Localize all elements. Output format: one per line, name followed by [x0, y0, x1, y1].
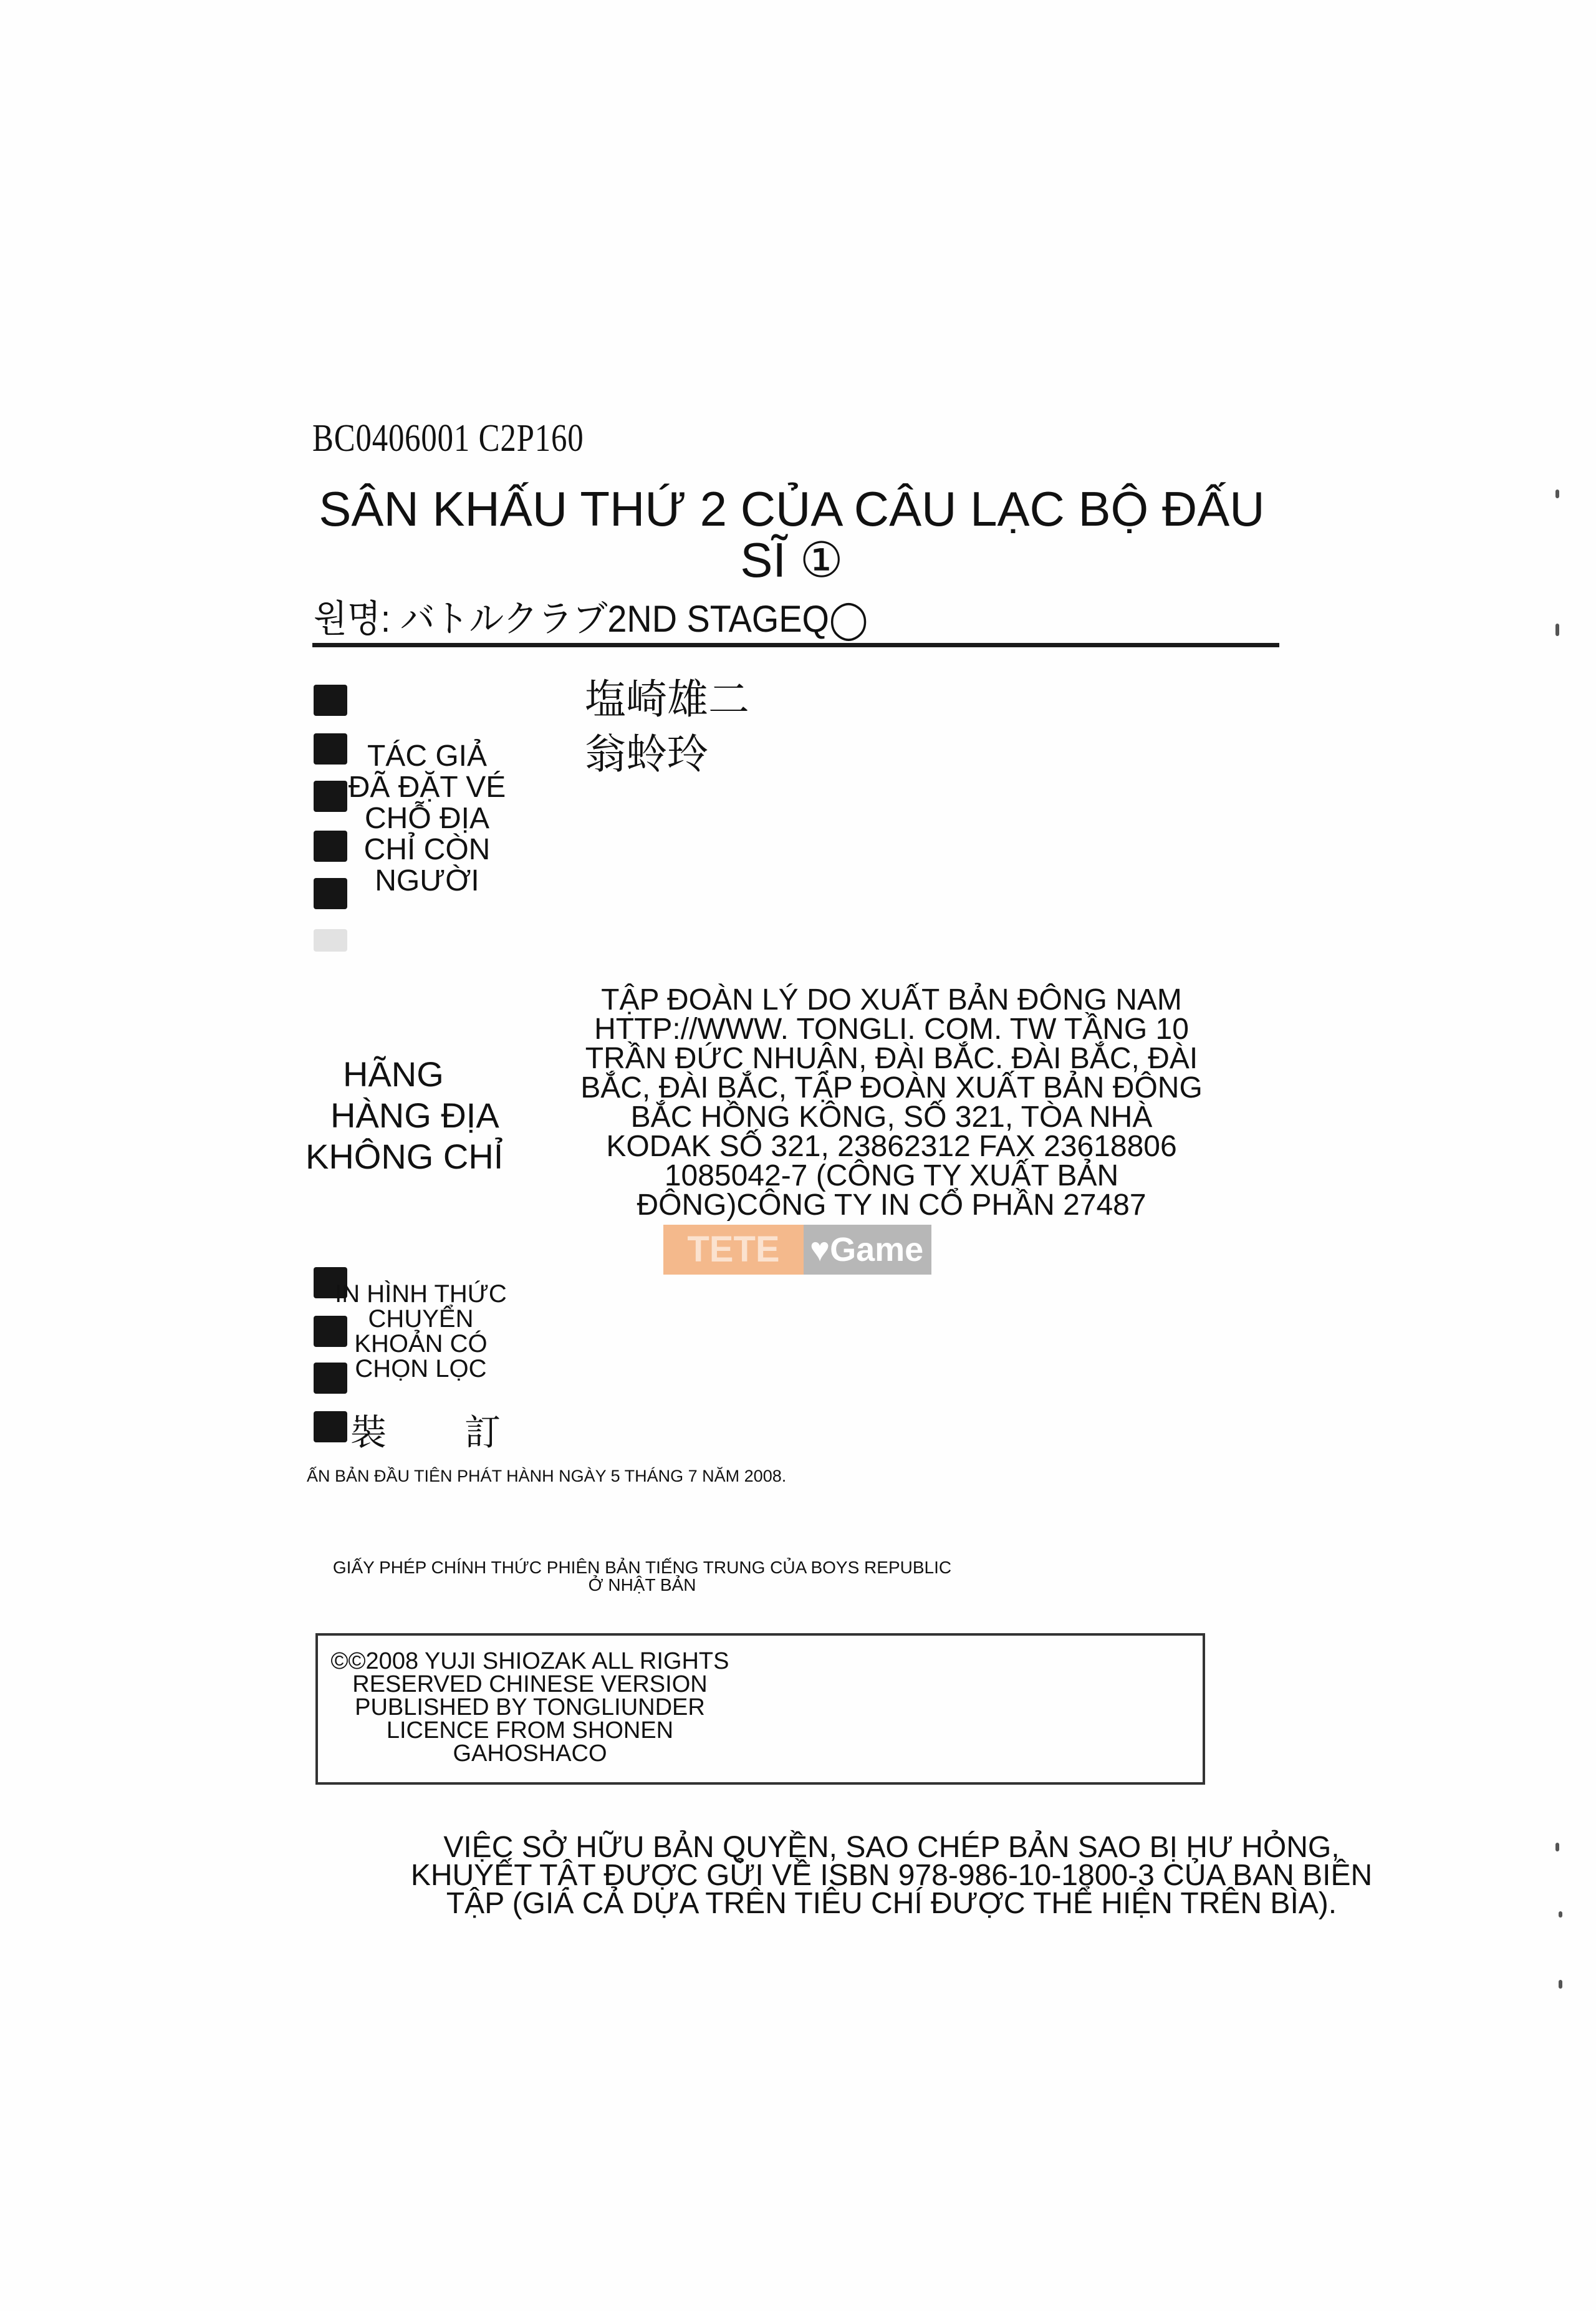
printing-line: CHUYỂN: [368, 1305, 474, 1333]
publisher-line: TẬP ĐOÀN LÝ DO XUẤT BẢN ĐÔNG NAM: [601, 983, 1182, 1016]
watermark-logo: [663, 1225, 931, 1275]
copyright-line: ©©2008 YUJI SHIOZAK ALL RIGHTS: [330, 1648, 729, 1674]
credits-label: [324, 741, 530, 897]
title-divider: [312, 643, 1279, 647]
publisher-line: BẮC, ĐÀI BẮC, TẬP ĐOÀN XUẤT BẢN ĐÔNG: [580, 1071, 1203, 1104]
distributor-stamp: [305, 1054, 542, 1177]
notice-line: TẬP (GIÁ CẢ DỰA TRÊN TIÊU CHÍ ĐƯỢC THỂ HIỆN TRÊN BÌA).: [446, 1887, 1337, 1920]
scan-speck: [1559, 1980, 1562, 1989]
notice-line: VIỆC SỞ HỮU BẢN QUYỀN, SAO CHÉP BẢN SAO BỊ HƯ HỎNG,: [443, 1831, 1340, 1864]
stamp-line: KHÔNG CHỈ: [305, 1137, 504, 1176]
copyright-line: LICENCE FROM SHONEN: [386, 1717, 674, 1744]
publisher-line: 1085042-7 (CÔNG TY XUẤT BẢN: [664, 1159, 1119, 1192]
watermark-left: TETE: [663, 1225, 804, 1275]
publisher-line: BẮC HỒNG KÔNG, SỐ 321, TÒA NHÀ: [630, 1101, 1153, 1134]
binding-label-left: 裝: [350, 1411, 387, 1454]
copyright-notice: [299, 1833, 1484, 1918]
printing-line: CHỌN LỌC: [355, 1355, 487, 1382]
binding-label-right: 訂: [464, 1411, 501, 1454]
stamp-line: HÀNG ĐỊA: [330, 1096, 499, 1135]
publisher-line: TRẦN ĐỨC NHUẬN, ĐÀI BẮC. ĐÀI BẮC, ĐÀI: [585, 1042, 1198, 1075]
stamp-line: HÃNG: [343, 1054, 444, 1094]
printing-line: KHOẢN CÓ: [354, 1330, 488, 1358]
scan-speck: [1555, 1843, 1559, 1851]
scan-speck: [1555, 490, 1559, 498]
notice-line: KHUYẾT TẬT ĐƯỢC GỬI VỀ ISBN 978-986-10-1800-3 CỦA BAN BIÊN: [410, 1859, 1373, 1892]
license-line: GIẤY PHÉP CHÍNH THỨC PHIÊN BẢN TIẾNG TRUNG CỦA BOYS REPUBLIC: [332, 1558, 952, 1577]
scan-speck: [1559, 1911, 1562, 1918]
watermark-right: ♥Game: [804, 1225, 931, 1275]
credits-label-line: CHỈ CÒN: [363, 833, 491, 866]
credits-label-line: TÁC GIẢ: [367, 740, 488, 773]
copyright-text: [324, 1650, 736, 1765]
copyright-line: RESERVED CHINESE VERSION: [352, 1671, 708, 1697]
printing-line: IN HÌNH THỨC: [335, 1280, 507, 1308]
publisher-line: ĐÔNG)CÔNG TY IN CỔ PHẦN 27487: [637, 1189, 1147, 1222]
license-line: Ở NHẬT BẢN: [588, 1575, 696, 1595]
publisher-line: KODAK SỐ 321, 23862312 FAX 23618806: [606, 1130, 1177, 1163]
publisher-line: HTTP://WWW. TONGLI. COM. TW TẦNG 10: [594, 1013, 1189, 1046]
scan-speck: [1555, 624, 1559, 636]
license-note: [299, 1559, 985, 1594]
credits-label-line: ĐÃ ĐẶT VÉ: [348, 771, 506, 804]
copyright-line: PUBLISHED BY TONGLIUNDER: [355, 1694, 705, 1720]
book-title-line1: SÂN KHẤU THỨ 2 CỦA CÂU LẠC BỘ ĐẤU: [319, 481, 1265, 536]
catalog-code: BC0406001 C2P160: [312, 417, 584, 460]
original-title: 원명: バトルクラブ2ND STAGEQ◯: [314, 598, 868, 640]
book-title-line2: SĨ ①: [740, 533, 844, 587]
publisher-info: [561, 985, 1222, 1220]
bullet-square: [314, 685, 347, 716]
first-edition-date: ẤN BẢN ĐẦU TIÊN PHÁT HÀNH NGÀY 5 THÁNG 7 NĂM 2008.: [307, 1467, 787, 1485]
printing-label: [324, 1281, 517, 1381]
credits-label-line: NGƯỜI: [375, 864, 479, 897]
author-name: 塩崎雄二: [585, 675, 749, 723]
bullet-square: [314, 929, 347, 952]
copyright-line: GAHOSHACO: [453, 1740, 607, 1767]
translator-name: 翁蛉玲: [585, 730, 708, 778]
credits-label-line: CHỖ ĐỊA: [364, 802, 489, 835]
bullet-square: [314, 1411, 347, 1442]
